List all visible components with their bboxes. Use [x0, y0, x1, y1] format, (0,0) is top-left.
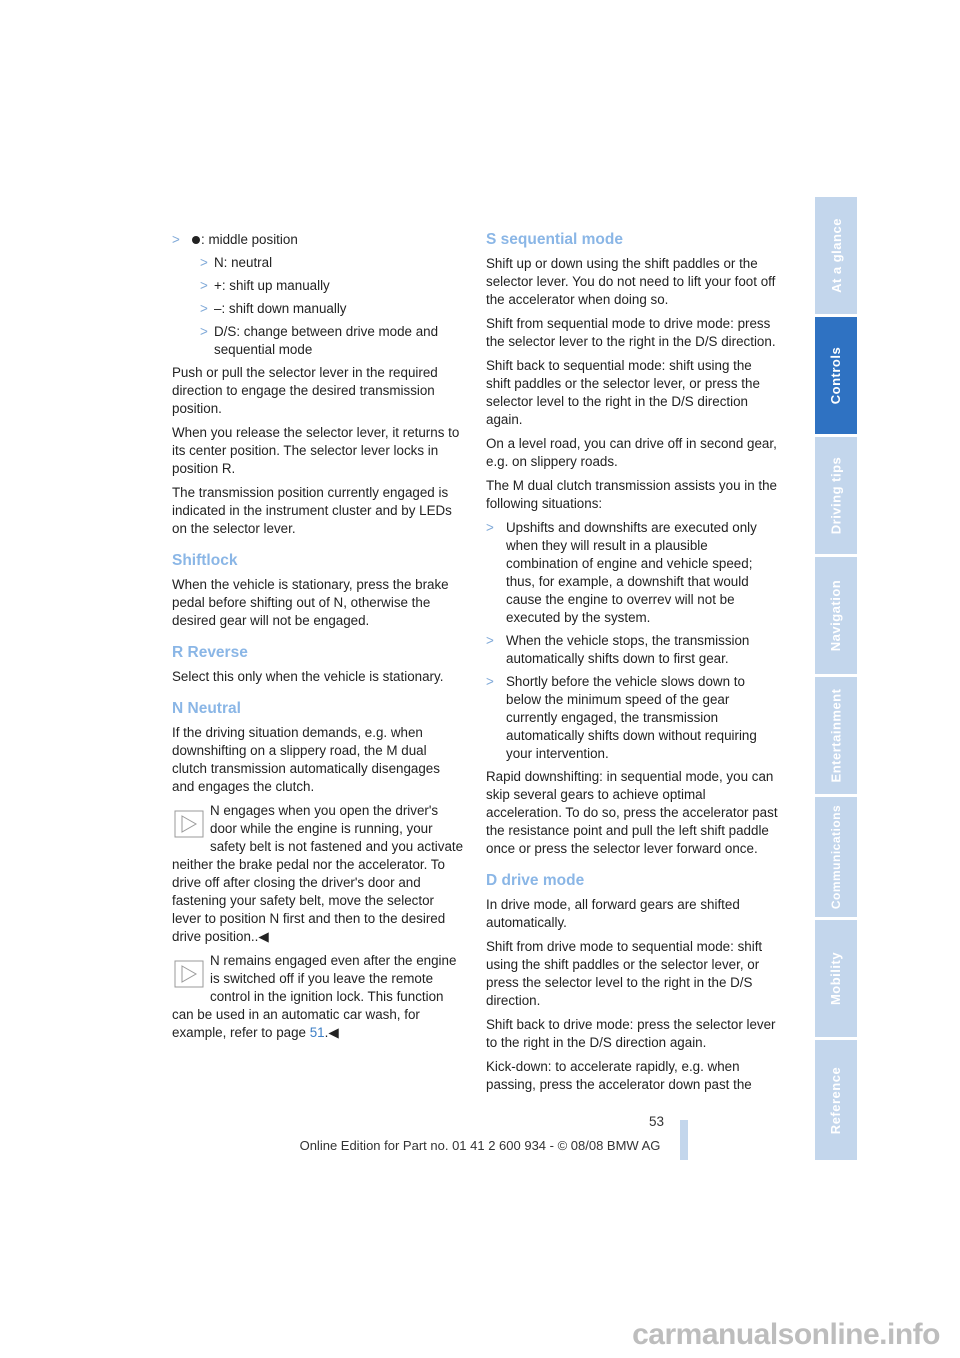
- list-item: [200, 300, 464, 318]
- paragraph: Shift from sequential mode to drive mode: press the selector lever to the right in the D/S direction.: [486, 316, 776, 349]
- end-mark: .◀: [324, 1025, 339, 1040]
- footer-text: Online Edition for Part no. 01 41 2 600 934 - © 08/08 BMW AG: [299, 1138, 661, 1153]
- sidebar-tab-label: Entertainment: [828, 688, 844, 783]
- watermark: carmanualsonline.info: [632, 1318, 940, 1351]
- bullet-marker: >: [486, 674, 494, 689]
- list-item-text: Upshifts and downshifts are executed only when they will result in a plausible combination of engine and vehicle speed; thus, for example, a downshift that would cause the engine to overrev will not be executed by the system.: [506, 520, 757, 625]
- paragraph: Shift from drive mode to sequential mode: shift using the shift paddles or the selector lever, or press the selector level to the right in the D/S direction.: [486, 939, 763, 1008]
- list-item: [200, 277, 464, 295]
- list-item: [200, 323, 464, 359]
- note-block: [172, 952, 464, 1042]
- middle-position-icon: [192, 236, 200, 244]
- list-item-text: N: neutral: [214, 255, 273, 270]
- paragraph: Push or pull the selector lever in the required direction to engage the desired transmission position.: [172, 365, 438, 416]
- list-item: [200, 254, 464, 272]
- bullet-marker: >: [172, 232, 180, 247]
- paragraph: Kick-down: to accelerate rapidly, e.g. when passing, press the accelerator down past the: [486, 1059, 752, 1092]
- paragraph: Shift up or down using the shift paddles or the selector lever. You do not need to lift your foot off the accelerator when doing so.: [486, 256, 776, 307]
- sidebar-tab-label: Mobility: [828, 951, 844, 1006]
- sidebar-tab-controls[interactable]: [815, 317, 857, 434]
- bullet-marker: >: [200, 301, 208, 316]
- sidebar-tab-communications[interactable]: [815, 797, 857, 917]
- page-number: 53: [648, 1114, 664, 1129]
- paragraph: Select this only when the vehicle is stationary.: [172, 669, 444, 684]
- bullet-marker: >: [200, 255, 208, 270]
- sidebar-tab-label: Driving tips: [828, 456, 844, 535]
- list-item: [486, 673, 778, 763]
- sidebar-tab-label: At a glance: [828, 218, 844, 293]
- sidebar-tab-entertainment[interactable]: [815, 677, 857, 794]
- sidebar-tab-label: Controls: [828, 346, 844, 405]
- list-item-text: : middle position: [201, 232, 298, 247]
- list-item: [172, 231, 464, 249]
- note-text: N remains engaged even after the engine is switched off if you leave the remote control in the ignition lock. This function can be used in an automatic car wash, for example, refer to page: [172, 953, 457, 1040]
- section-heading-sequential: S sequential mode: [486, 231, 623, 248]
- list-item-text: Shortly before the vehicle slows down to below the minimum speed of the gear currently engaged, the transmission automatically shifts down without requiring your intervention.: [506, 674, 757, 761]
- section-heading-shiftlock: Shiftlock: [172, 552, 238, 569]
- left-column: [172, 231, 464, 1048]
- chapter-sidebar: [815, 197, 857, 1160]
- sidebar-tab-at-a-glance[interactable]: [815, 197, 857, 314]
- list-item-text: –: shift down manually: [214, 301, 347, 316]
- section-heading-neutral: N Neutral: [172, 700, 241, 717]
- page-reference-link[interactable]: 51: [309, 1025, 325, 1040]
- note-block: [172, 802, 464, 946]
- list-item-text: When the vehicle stops, the transmission automatically shifts down to first gear.: [506, 633, 750, 666]
- list-item-text: +: shift up manually: [214, 278, 330, 293]
- list-item: [486, 519, 778, 627]
- sidebar-tab-mobility[interactable]: [815, 920, 857, 1037]
- paragraph: The transmission position currently engaged is indicated in the instrument cluster and by LEDs on the selector lever.: [172, 485, 452, 536]
- list-item: [486, 632, 778, 668]
- sidebar-tab-label: Communications: [829, 804, 843, 910]
- list-item-text: D/S: change between drive mode and sequential mode: [214, 324, 439, 357]
- bullet-marker: >: [200, 278, 208, 293]
- section-heading-reverse: R Reverse: [172, 644, 248, 661]
- section-heading-drive: D drive mode: [486, 872, 585, 889]
- paragraph: When you release the selector lever, it returns to its center position. The selector lever locks in position R.: [172, 425, 460, 476]
- right-column: [486, 231, 778, 1100]
- paragraph: When the vehicle is stationary, press the brake pedal before shifting out of N, otherwise the desired gear will not be engaged.: [172, 577, 449, 628]
- sidebar-tab-driving-tips[interactable]: [815, 437, 857, 554]
- paragraph: The M dual clutch transmission assists you in the following situations:: [486, 478, 777, 511]
- paragraph: If the driving situation demands, e.g. when downshifting on a slippery road, the M dual clutch transmission automatically disengages and engages the clutch.: [172, 725, 440, 794]
- paragraph: Shift back to sequential mode: shift using the shift paddles or the selector lever, or press the selector level to the right in the D/S direction again.: [486, 358, 760, 427]
- bullet-marker: >: [200, 324, 208, 339]
- sidebar-tab-navigation[interactable]: [815, 557, 857, 674]
- note-arrow-icon: [172, 808, 206, 840]
- bullet-marker: >: [486, 633, 494, 648]
- note-text: N engages when you open the driver's door while the engine is running, your safety belt is not fastened and you activate neither the brake pedal nor the accelerator. To drive off after closing the driver's door and fastening your safety belt, move the selector lever to position N first and then to the desired drive position.: [172, 803, 464, 944]
- bullet-marker: >: [486, 520, 494, 535]
- note-arrow-icon: [172, 958, 206, 990]
- paragraph: Rapid downshifting: in sequential mode, you can skip several gears to achieve optimal acceleration. To do so, press the accelerator past the resistance point and pull the left shift paddle once or press the selector lever forward once.: [486, 769, 778, 856]
- paragraph: In drive mode, all forward gears are shifted automatically.: [486, 897, 740, 930]
- end-mark: .◀: [254, 929, 269, 944]
- sidebar-tab-label: Navigation: [828, 579, 844, 652]
- paragraph: Shift back to drive mode: press the selector lever to the right in the D/S direction again.: [486, 1017, 776, 1050]
- sidebar-tab-label: Reference: [828, 1066, 844, 1134]
- paragraph: On a level road, you can drive off in second gear, e.g. on slippery roads.: [486, 436, 777, 469]
